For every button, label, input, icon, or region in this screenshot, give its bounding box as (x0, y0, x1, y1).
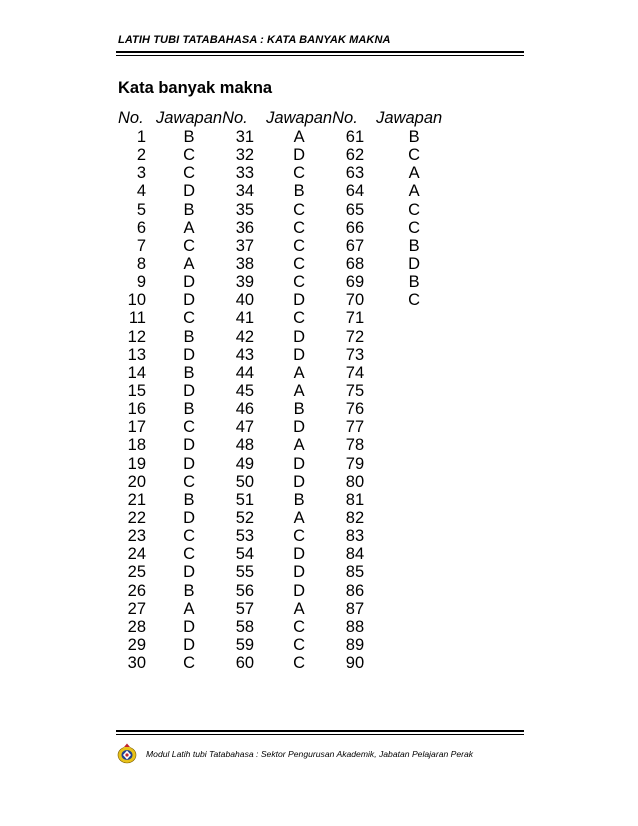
answer-no: 51 (235, 490, 255, 509)
answer-value (376, 473, 452, 491)
answer-no: 14 (127, 363, 146, 382)
answer-value: C (293, 164, 306, 183)
table-row (118, 491, 452, 509)
table-row (118, 182, 452, 200)
answer-no: 79 (345, 454, 365, 473)
answer-no: 16 (127, 400, 146, 419)
answer-no: 48 (235, 436, 255, 455)
header-rule-thick (116, 51, 524, 53)
table-row (118, 473, 452, 491)
answer-value: A (293, 128, 305, 147)
answer-value (376, 455, 452, 473)
answer-no: 44 (235, 363, 255, 382)
header-jawapan-1: Jawapan (156, 109, 223, 127)
answer-no: 34 (235, 182, 255, 201)
answer-value: B (183, 581, 195, 600)
answer-value: D (293, 418, 306, 437)
answer-value (376, 636, 452, 654)
answer-no: 8 (136, 255, 146, 274)
answer-no: 54 (235, 545, 255, 564)
answer-no: 49 (235, 454, 255, 473)
table-row (118, 618, 452, 636)
table-row (118, 328, 452, 346)
answer-no: 74 (345, 363, 365, 382)
answer-value (376, 309, 452, 327)
answer-value: C (183, 146, 195, 165)
answer-value (376, 364, 452, 382)
answer-no: 62 (345, 146, 365, 165)
table-row (118, 364, 452, 382)
answer-value: A (293, 599, 305, 618)
answer-value: D (183, 509, 195, 528)
table-row (118, 636, 452, 654)
answer-value: D (293, 327, 306, 346)
answer-no: 20 (127, 472, 146, 491)
answer-no: 32 (235, 146, 255, 165)
answer-no: 13 (127, 345, 146, 364)
answer-value: A (293, 436, 305, 455)
state-crest-icon (117, 742, 137, 764)
answer-no: 50 (235, 472, 255, 491)
table-row (118, 201, 452, 219)
answer-no: 3 (136, 164, 146, 183)
answer-value (376, 654, 452, 672)
answer-no: 90 (345, 654, 365, 673)
answer-value: C (293, 200, 306, 219)
answer-no: 61 (345, 128, 365, 147)
answer-value: A (183, 599, 195, 618)
table-row (118, 563, 452, 581)
answer-value: C (183, 236, 195, 255)
answer-no: 36 (235, 218, 255, 237)
header-title: LATIH TUBI TATABAHASA : KATA BANYAK MAKNA (118, 34, 391, 46)
answer-no: 10 (127, 291, 146, 310)
answer-value: D (293, 454, 306, 473)
answer-no: 47 (235, 418, 255, 437)
answer-no: 41 (235, 309, 255, 328)
answer-no: 86 (345, 581, 365, 600)
answer-no: 59 (235, 636, 255, 654)
header-no-1: No. (118, 109, 144, 127)
answer-no: 84 (345, 545, 365, 564)
answer-value: B (183, 200, 195, 219)
header-jawapan-2: Jawapan (266, 109, 333, 127)
answer-value: C (408, 200, 421, 219)
answer-value: B (293, 400, 305, 419)
answer-no: 57 (235, 599, 255, 618)
answer-no: 71 (345, 309, 365, 328)
answer-no: 60 (235, 654, 255, 673)
answer-value: C (183, 654, 195, 673)
answer-no: 55 (235, 563, 255, 582)
answer-no: 29 (127, 636, 146, 654)
answer-no: 2 (136, 146, 146, 165)
answer-value: B (293, 490, 305, 509)
answer-value: B (183, 363, 195, 382)
answer-no: 43 (235, 345, 255, 364)
header-rule-thin (116, 55, 524, 56)
answer-no: 87 (345, 599, 365, 618)
answer-value: D (183, 273, 195, 292)
answer-value: B (183, 400, 195, 419)
answer-no: 65 (345, 200, 365, 219)
table-row (118, 545, 452, 563)
table-row (118, 400, 452, 418)
answer-value: D (293, 291, 306, 310)
answer-no: 66 (345, 218, 365, 237)
answer-value (376, 382, 452, 400)
answer-no: 5 (136, 200, 146, 219)
answer-value: A (183, 255, 195, 274)
answer-no: 40 (235, 291, 255, 310)
answer-value (376, 618, 452, 636)
answer-no: 75 (345, 382, 365, 401)
answer-value: C (183, 164, 195, 183)
answer-no: 28 (127, 617, 146, 636)
header-no-2: No. (222, 109, 248, 127)
answer-value (376, 400, 452, 418)
answer-no: 38 (235, 255, 255, 274)
answer-value (376, 418, 452, 436)
table-row (118, 346, 452, 364)
answer-no: 58 (235, 617, 255, 636)
answer-value: D (293, 581, 306, 600)
answer-value: D (293, 563, 306, 582)
answer-value: A (293, 382, 305, 401)
answer-value: C (183, 418, 195, 437)
answer-no: 33 (235, 164, 255, 183)
answer-no: 53 (235, 527, 255, 546)
answer-no: 4 (136, 182, 146, 201)
answer-no: 15 (127, 382, 146, 401)
table-row (118, 146, 452, 164)
answer-no: 46 (235, 400, 255, 419)
answer-value: D (293, 345, 306, 364)
footer-text: Modul Latih tubi Tatabahasa : Sektor Pengurusan Akademik, Jabatan Pelajaran Perak (146, 749, 474, 759)
answer-value: D (183, 454, 195, 473)
table-row (118, 436, 452, 454)
answer-value: A (293, 509, 305, 528)
answer-value: C (293, 273, 306, 292)
answer-value: C (293, 236, 306, 255)
answer-no: 81 (345, 490, 365, 509)
answer-value: D (183, 291, 195, 310)
answer-no: 26 (127, 581, 146, 600)
answer-no: 39 (235, 273, 255, 292)
answer-table (118, 109, 452, 672)
answer-value: D (408, 255, 421, 274)
answer-value: A (293, 363, 305, 382)
table-row (118, 582, 452, 600)
table-row (118, 237, 452, 255)
answer-value: C (293, 309, 306, 328)
table-row (118, 273, 452, 291)
answer-no: 68 (345, 255, 365, 274)
answer-value: D (183, 563, 195, 582)
answer-value: D (293, 472, 306, 491)
answer-value: D (183, 382, 195, 401)
answer-value (376, 600, 452, 618)
answer-no: 63 (345, 164, 365, 183)
answer-table-body (118, 128, 452, 672)
table-row (118, 418, 452, 436)
answer-no: 76 (345, 400, 365, 419)
answer-no: 45 (235, 382, 255, 401)
answer-value: C (408, 291, 421, 310)
table-row (118, 382, 452, 400)
answer-value: C (293, 617, 306, 636)
answer-no: 30 (127, 654, 146, 673)
answer-value: C (293, 654, 306, 673)
table-row (118, 291, 452, 309)
answer-no: 69 (345, 273, 365, 292)
answer-value (376, 509, 452, 527)
answer-no: 52 (235, 509, 255, 528)
answer-no: 23 (127, 527, 146, 546)
answer-no: 80 (345, 472, 365, 491)
table-row (118, 164, 452, 182)
answer-value: D (183, 617, 195, 636)
answer-value: C (293, 218, 306, 237)
answer-no: 12 (127, 327, 146, 346)
answer-no: 42 (235, 327, 255, 346)
answer-value: C (293, 255, 306, 274)
answer-value: C (183, 527, 195, 546)
answer-value: B (408, 236, 420, 255)
answer-value: D (293, 545, 306, 564)
answer-value (376, 545, 452, 563)
table-row (118, 219, 452, 237)
table-row (118, 455, 452, 473)
table-row (118, 600, 452, 618)
answer-no: 19 (127, 454, 146, 473)
answer-no: 89 (345, 636, 365, 654)
answer-value (376, 436, 452, 454)
answer-no: 78 (345, 436, 365, 455)
footer-rule-thick (116, 730, 524, 732)
answer-value: B (183, 128, 195, 147)
answer-value: C (408, 218, 421, 237)
answer-no: 31 (235, 128, 255, 147)
table-row (118, 309, 452, 327)
answer-no: 67 (345, 236, 365, 255)
answer-no: 83 (345, 527, 365, 546)
answer-no: 11 (128, 309, 146, 328)
answer-no: 82 (345, 509, 365, 528)
answer-value: C (293, 527, 306, 546)
section-title: Kata banyak makna (118, 79, 273, 97)
answer-value: C (183, 472, 195, 491)
answer-no: 27 (127, 599, 146, 618)
answer-value: D (183, 182, 195, 201)
table-row (118, 654, 452, 672)
answer-no: 37 (235, 236, 255, 255)
answer-value: C (183, 545, 195, 564)
answer-value: D (183, 436, 195, 455)
answer-no: 35 (235, 200, 255, 219)
answer-no: 24 (127, 545, 146, 564)
answer-value: B (408, 128, 420, 147)
answer-value (376, 563, 452, 581)
answer-value: D (183, 636, 195, 654)
answer-no: 77 (345, 418, 365, 437)
answer-value: B (183, 327, 195, 346)
table-row (118, 255, 452, 273)
answer-value (376, 582, 452, 600)
answer-value: B (183, 490, 195, 509)
answer-no: 1 (136, 128, 146, 147)
answer-value: A (183, 218, 195, 237)
answer-value: D (293, 146, 306, 165)
answer-value: C (408, 146, 421, 165)
answer-no: 64 (345, 182, 365, 201)
footer-rule-thin (116, 734, 524, 735)
answer-value (376, 328, 452, 346)
answer-no: 22 (127, 509, 146, 528)
answer-no: 6 (136, 218, 146, 237)
header-no-3: No. (332, 109, 358, 127)
answer-no: 18 (127, 436, 146, 455)
answer-no: 72 (345, 327, 365, 346)
answer-value: A (408, 182, 420, 201)
answer-no: 85 (345, 563, 365, 582)
table-row (118, 509, 452, 527)
answer-value: C (183, 309, 195, 328)
answer-no: 9 (136, 273, 146, 292)
answer-no: 7 (136, 236, 146, 255)
answer-value (376, 346, 452, 364)
answer-value: B (293, 182, 305, 201)
answer-no: 56 (235, 581, 255, 600)
answer-value (376, 491, 452, 509)
answer-no: 25 (127, 563, 146, 582)
answer-no: 73 (345, 345, 365, 364)
answer-table-header (118, 109, 452, 128)
answer-no: 70 (345, 291, 365, 310)
answer-value: C (293, 636, 306, 654)
answer-no: 21 (127, 490, 146, 509)
header-jawapan-3: Jawapan (376, 109, 443, 127)
answer-value: D (183, 345, 195, 364)
answer-value (376, 527, 452, 545)
answer-value: A (408, 164, 420, 183)
answer-value: B (408, 273, 420, 292)
table-row (118, 128, 452, 146)
answer-no: 88 (345, 617, 365, 636)
answer-no: 17 (127, 418, 146, 437)
table-row (118, 527, 452, 545)
